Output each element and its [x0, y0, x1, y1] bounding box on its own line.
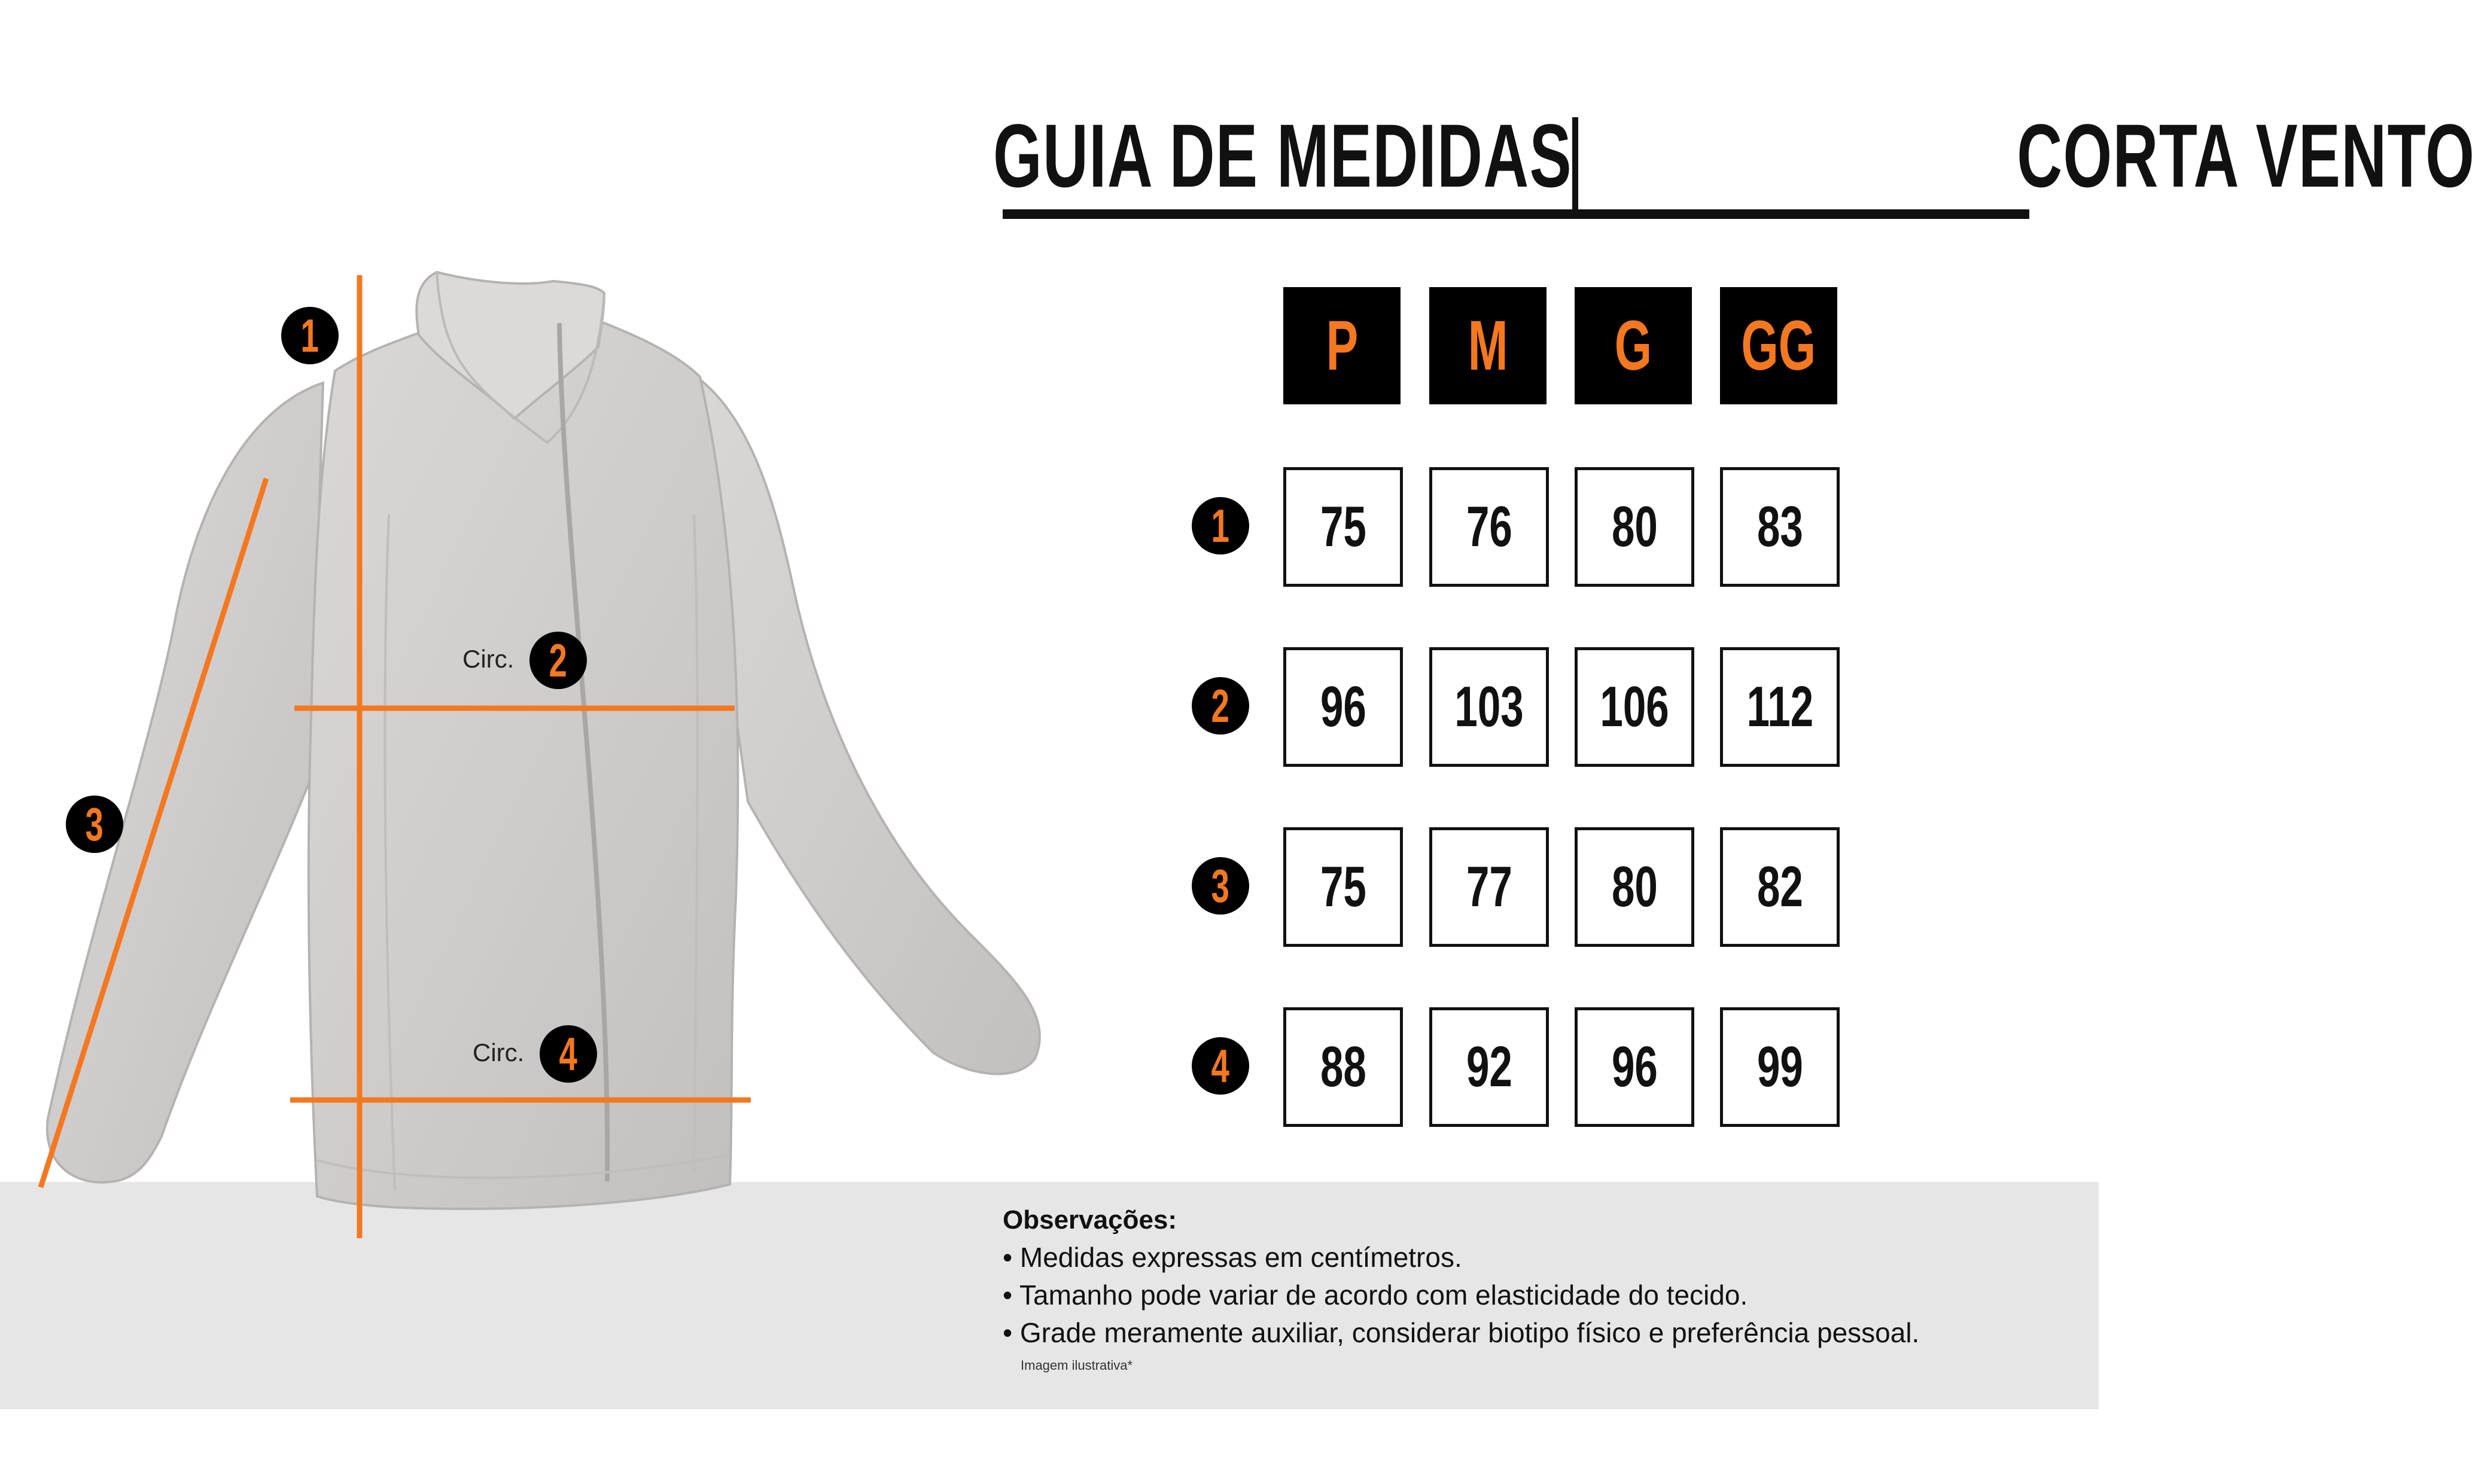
size-header-m — [1429, 287, 1547, 404]
notes-section — [1003, 1205, 2080, 1373]
cell-value: 92 — [1466, 1035, 1512, 1099]
illustrative-image-note: Imagem ilustrativa* — [1021, 1358, 1133, 1373]
cell-2-gg — [1720, 647, 1840, 767]
marker-2-number: 2 — [549, 633, 568, 687]
size-header-gg — [1720, 287, 1837, 404]
circ-label-4: Circ. — [473, 1038, 525, 1066]
row-4-badge — [1192, 1037, 1249, 1095]
marker-3-number: 3 — [85, 797, 104, 851]
note-line-2: • Tamanho pode variar de acordo com elasticidade do tecido. — [1003, 1279, 1748, 1311]
row-2-badge — [1192, 677, 1249, 735]
cell-value: 75 — [1320, 495, 1366, 559]
size-header-label: G — [1614, 306, 1652, 385]
cell-4-p — [1283, 1007, 1403, 1127]
cell-value: 88 — [1320, 1035, 1366, 1099]
cell-1-p — [1283, 467, 1403, 587]
title-left: GUIA DE MEDIDAS — [993, 105, 1573, 206]
cell-4-gg — [1720, 1007, 1840, 1127]
size-header-label: P — [1326, 306, 1358, 385]
cell-1-m — [1429, 467, 1549, 587]
size-header-g — [1575, 287, 1692, 404]
marker-4-badge — [540, 1025, 597, 1083]
cell-3-gg — [1720, 827, 1840, 947]
title-underline — [1003, 209, 2029, 219]
cell-4-g — [1575, 1007, 1694, 1127]
row-1-badge — [1192, 497, 1249, 554]
marker-1-number: 1 — [300, 309, 319, 362]
note-line-1: • Medidas expressas em centímetros. — [1003, 1242, 1462, 1273]
cell-3-m — [1429, 827, 1549, 947]
size-header-label: M — [1468, 306, 1508, 385]
cell-1-g — [1575, 467, 1694, 587]
cell-value: 96 — [1320, 675, 1366, 739]
title-right: CORTA VENTO — [2017, 105, 2475, 206]
row-badge-number: 4 — [1211, 1039, 1230, 1092]
notes-title: Observações: — [1003, 1205, 1177, 1235]
cell-value: 106 — [1600, 675, 1669, 739]
row-badge-number: 1 — [1211, 499, 1230, 552]
marker-2-badge — [529, 632, 587, 689]
cell-value: 83 — [1756, 495, 1803, 559]
cell-1-gg — [1720, 467, 1840, 587]
cell-value: 96 — [1611, 1035, 1658, 1099]
cell-2-p — [1283, 647, 1403, 767]
cell-value: 80 — [1611, 495, 1658, 559]
cell-4-m — [1429, 1007, 1549, 1127]
row-badge-number: 3 — [1211, 859, 1230, 912]
marker-1-badge — [281, 307, 339, 364]
row-badge-number: 2 — [1211, 679, 1230, 732]
row-3-badge — [1192, 857, 1249, 915]
cell-3-g — [1575, 827, 1694, 947]
size-header-label: GG — [1741, 306, 1816, 385]
title-divider — [1572, 117, 1578, 214]
circ-label-2: Circ. — [462, 645, 515, 673]
marker-4-number: 4 — [559, 1027, 578, 1080]
cell-value: 112 — [1746, 675, 1813, 739]
cell-2-g — [1575, 647, 1694, 767]
cell-3-p — [1283, 827, 1403, 947]
note-line-3: • Grade meramente auxiliar, considerar biotipo físico e preferência pessoal. — [1003, 1317, 1920, 1348]
cell-value: 75 — [1320, 855, 1366, 919]
cell-2-m — [1429, 647, 1549, 767]
cell-value: 99 — [1756, 1035, 1803, 1099]
page-title — [993, 99, 2475, 212]
size-header-p — [1283, 287, 1401, 404]
cell-value: 82 — [1756, 855, 1803, 919]
cell-value: 103 — [1454, 675, 1524, 739]
marker-3-badge — [66, 796, 123, 853]
cell-value: 76 — [1466, 495, 1512, 559]
cell-value: 80 — [1611, 855, 1658, 919]
cell-value: 77 — [1466, 855, 1512, 919]
